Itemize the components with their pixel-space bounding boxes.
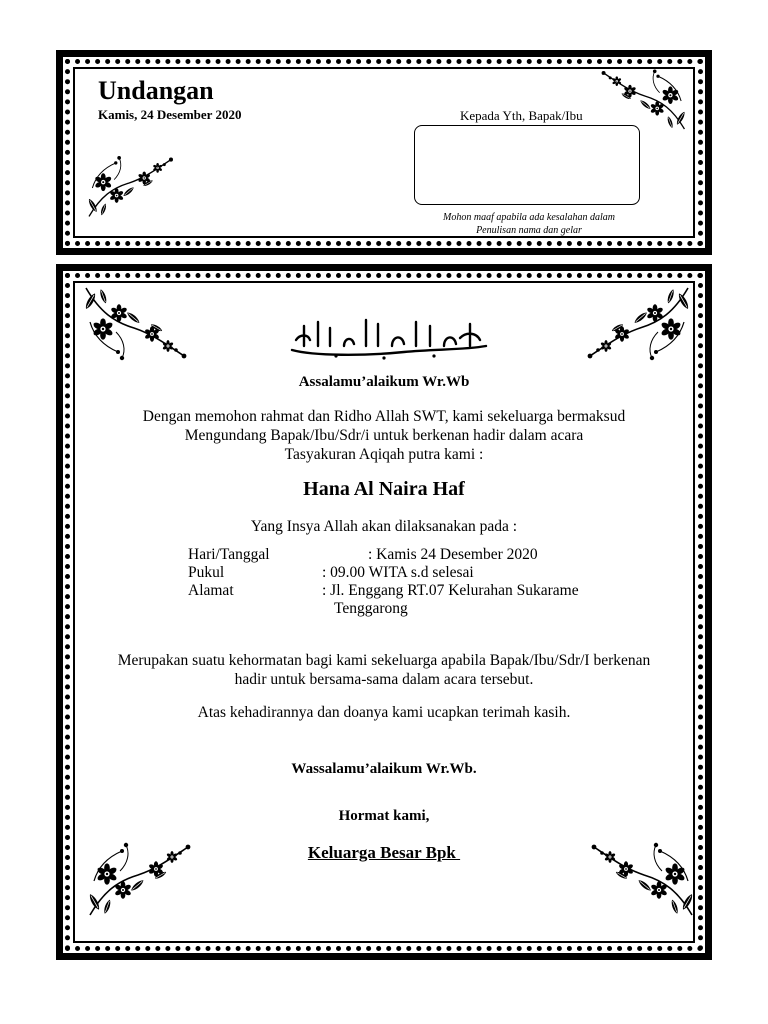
intro-paragraph bbox=[0, 407, 768, 464]
time-value: : 09.00 WITA s.d selesai bbox=[322, 564, 474, 581]
thanks-text: Atas kehadirannya dan doanya kami ucapkan terimah kasih. bbox=[197, 704, 571, 721]
address-value: : Jl. Enggang RT.07 Kelurahan Sukarame bbox=[322, 582, 579, 599]
time-label: Pukul bbox=[188, 564, 225, 581]
floral-ornament-icon bbox=[584, 282, 694, 362]
day-value: : Kamis 24 Desember 2020 bbox=[368, 546, 538, 563]
floral-ornament-icon bbox=[80, 282, 190, 362]
recipient-name-box bbox=[414, 125, 640, 205]
day-label: Hari/Tanggal bbox=[188, 546, 270, 563]
invitation-date: Kamis, 24 Desember 2020 bbox=[98, 107, 242, 122]
intro-line1: Dengan memohon rahmat dan Ridho Allah SWT, kami sekeluarga bermaksud bbox=[142, 408, 626, 425]
floral-ornament-icon bbox=[598, 68, 690, 134]
recipient-label: Kepada Yth, Bapak/Ibu bbox=[460, 108, 583, 123]
schedule-intro: Yang Insya Allah akan dilaksanakan pada : bbox=[250, 518, 518, 535]
bismillah-calligraphy-icon bbox=[284, 316, 494, 360]
regards-text: Hormat kami, bbox=[338, 808, 430, 824]
family-signature bbox=[0, 843, 768, 863]
greeting: Assalamu’alaikum Wr.Wb bbox=[298, 374, 470, 390]
apology-note-line1: Mohon maaf apabila ada kesalahan dalam bbox=[443, 212, 615, 223]
closing-paragraph bbox=[60, 651, 708, 689]
address-label: Alamat bbox=[188, 582, 234, 599]
family-name: Keluarga Besar Bpk bbox=[307, 843, 461, 862]
floral-ornament-icon bbox=[84, 150, 176, 226]
intro-line2: Mengundang Bapak/Ibu/Sdr/i untuk berkenan hadir dalam acara bbox=[184, 427, 584, 444]
address-value-line2: Tenggarong bbox=[334, 600, 408, 617]
farewell-greeting: Wassalamu’alaikum Wr.Wb. bbox=[291, 761, 477, 777]
apology-note-line2: Penulisan nama dan gelar bbox=[476, 225, 582, 236]
child-name: Hana Al Naira Haf bbox=[303, 478, 465, 500]
invitation-title: Undangan bbox=[98, 76, 214, 105]
closing-line2: hadir untuk bersama-sama dalam acara tersebut. bbox=[234, 671, 534, 688]
intro-line3: Tasyakuran Aqiqah putra kami : bbox=[284, 446, 484, 463]
closing-line1: Merupakan suatu kehormatan bagi kami sekeluarga apabila Bapak/Ibu/Sdr/I berkenan bbox=[117, 652, 651, 669]
apology-note bbox=[404, 211, 654, 237]
